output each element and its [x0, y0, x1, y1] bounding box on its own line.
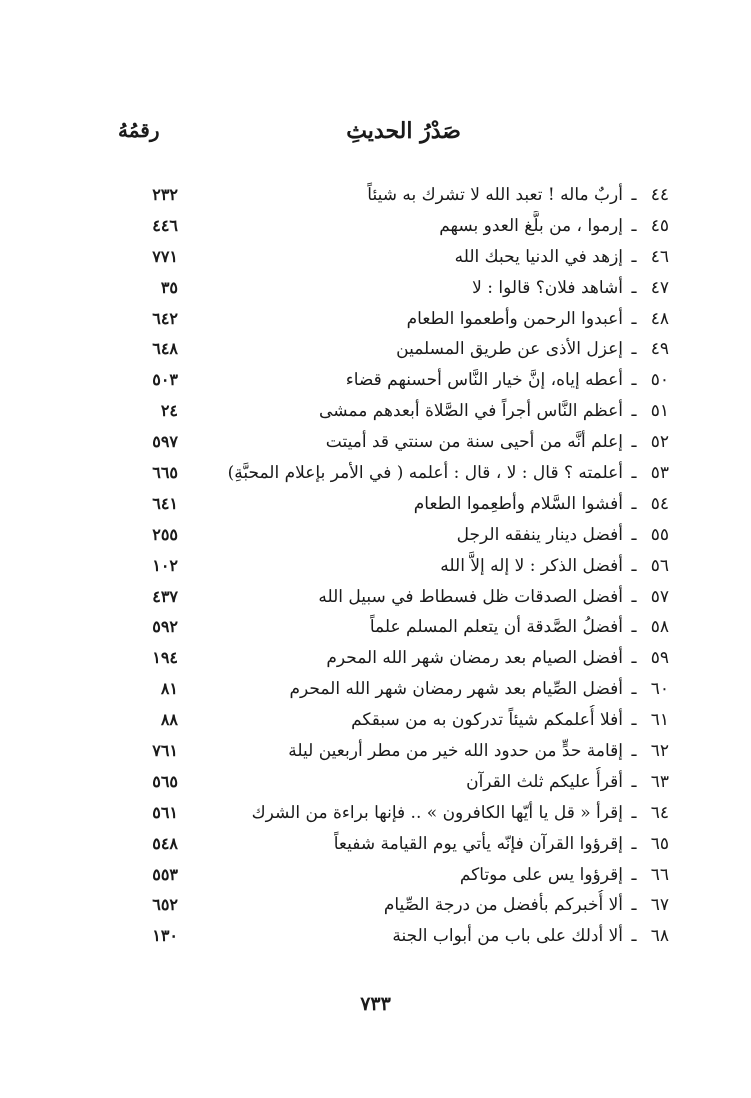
- entry-index: ٦١: [650, 710, 669, 731]
- list-item: [100, 612, 669, 643]
- entry-index: ٦٧: [650, 895, 669, 916]
- entry-index: ٥٩: [650, 648, 669, 669]
- hadith-number: ١٩٤: [152, 648, 178, 668]
- hadith-index-list: [100, 180, 669, 952]
- entry-dash: ـ: [631, 463, 637, 484]
- hadith-opening-text: إقرؤوا القرآن فإنّه يأتي يوم القيامة شفيعاً: [333, 833, 623, 854]
- hadith-opening-text: إقامة حدٍّ من حدود الله خير من مطر أربعين ليلة: [288, 741, 623, 762]
- entry-index: ٦٨: [650, 926, 669, 947]
- list-item: [100, 273, 669, 304]
- hadith-number: ٤٣٧: [152, 586, 178, 606]
- hadith-opening-text: أفلا أُعلمكم شيئاً تدركون به من سبقكم: [351, 710, 623, 731]
- entry-index: ٥٨: [650, 617, 669, 638]
- list-item: [100, 365, 669, 396]
- hadith-number: ٦٦٥: [152, 463, 178, 483]
- entry-index: ٥٥: [650, 524, 669, 545]
- hadith-number: ٥٦٥: [152, 771, 178, 791]
- hadith-opening-text: أفضل الصِّيام بعد شهر رمضان شهر الله المحرم: [289, 679, 623, 700]
- entry-index: ٦٥: [650, 833, 669, 854]
- entry-dash: ـ: [631, 339, 637, 360]
- hadith-number: ٢٤: [160, 401, 178, 421]
- hadith-number: ٥٠٣: [152, 370, 178, 390]
- entry-dash: ـ: [631, 555, 637, 576]
- list-item: [100, 551, 669, 582]
- entry-dash: ـ: [631, 308, 637, 329]
- hadith-number: ٢٣٢: [152, 185, 178, 204]
- list-item: [100, 643, 669, 674]
- hadith-opening-text: إعزل الأذى عن طريق المسلمين: [396, 339, 623, 360]
- entry-dash: ـ: [631, 246, 637, 267]
- entry-dash: ـ: [631, 864, 637, 885]
- hadith-number: ٥٥٣: [152, 864, 178, 884]
- entry-index: ٥٤: [650, 493, 669, 514]
- entry-dash: ـ: [631, 679, 637, 700]
- hadith-number: ٥٩٢: [152, 617, 178, 637]
- entry-index: ٤٦: [650, 246, 669, 267]
- entry-dash: ـ: [631, 741, 637, 762]
- hadith-opening-text: أفضل الصدقات ظل فسطاط في سبيل الله: [318, 586, 623, 607]
- hadith-number: ١٠٢: [152, 555, 178, 575]
- list-item: [100, 304, 669, 335]
- hadith-opening-text: أعبدوا الرحمن وأطعموا الطعام: [406, 308, 623, 329]
- entry-index: ٤٥: [650, 215, 669, 236]
- hadith-number: ٧٦١: [152, 741, 178, 761]
- entry-dash: ـ: [631, 802, 637, 823]
- entry-index: ٦٢: [650, 741, 669, 762]
- hadith-opening-text: إعلم أنَّه من أحيى سنة من سنتي قد أميتت: [325, 432, 623, 453]
- entry-dash: ـ: [631, 493, 637, 514]
- list-item: [100, 582, 669, 613]
- column-title-hadith: صَدْرُ الحديثِ: [346, 118, 461, 144]
- entry-index: ٤٧: [650, 277, 669, 298]
- hadith-opening-text: إرموا ، من بلَّغ العدو بسهم: [439, 215, 623, 236]
- list-item: [100, 458, 669, 489]
- hadith-opening-text: أفشوا السَّلام وأطعِموا الطعام: [413, 493, 623, 514]
- list-item: [100, 520, 669, 551]
- hadith-number: ١٣٠: [152, 926, 178, 946]
- list-item: [100, 705, 669, 736]
- hadith-opening-text: إقرأ « قل يا أيّها الكافرون » .. فإنها براءة من الشرك: [251, 802, 623, 823]
- hadith-opening-text: ألا أدلك على باب من أبواب الجنة: [392, 926, 623, 947]
- list-item: [100, 242, 669, 273]
- hadith-number: ٦٤١: [152, 493, 178, 513]
- entry-dash: ـ: [631, 586, 637, 607]
- list-item: [100, 674, 669, 705]
- hadith-opening-text: أعطه إياه، إنَّ خيار النَّاس أحسنهم قضاء: [345, 370, 623, 391]
- hadith-opening-text: أعظم النَّاس أجراً في الصَّلاة أبعدهم ممشى: [319, 401, 623, 422]
- entry-index: ٥١: [650, 401, 669, 422]
- entry-dash: ـ: [631, 215, 637, 236]
- entry-index: ٥٦: [650, 555, 669, 576]
- hadith-opening-text: أفضلُ الصَّدقة أن يتعلم المسلم علماً: [369, 617, 623, 638]
- entry-index: ٥٧: [650, 586, 669, 607]
- list-item: [100, 798, 669, 829]
- list-item: [100, 427, 669, 458]
- hadith-opening-text: أشاهد فلان؟ قالوا : لا: [472, 277, 623, 298]
- entry-index: ٥٠: [650, 370, 669, 391]
- list-item: [100, 489, 669, 520]
- entry-dash: ـ: [631, 370, 637, 391]
- hadith-opening-text: أفضل دينار ينفقه الرجل: [456, 524, 623, 545]
- entry-index: ٤٨: [650, 308, 669, 329]
- hadith-number: ٦٥٢: [152, 895, 178, 915]
- hadith-number: ٨٨: [160, 710, 178, 730]
- entry-index: ٥٣: [650, 463, 669, 484]
- hadith-number: ٥٤٨: [152, 833, 178, 853]
- list-item: [100, 921, 669, 952]
- entry-dash: ـ: [631, 617, 637, 638]
- hadith-number: ٣٥: [160, 277, 178, 297]
- hadith-number: ٥٦١: [152, 802, 178, 822]
- list-item: [100, 829, 669, 860]
- hadith-opening-text: إقرؤوا يس على موتاكم: [459, 864, 623, 885]
- hadith-opening-text: أفضل الذكر : لا إله إلاَّ الله: [440, 555, 623, 576]
- list-item: [100, 396, 669, 427]
- hadith-number: ٤٤٦: [152, 215, 178, 235]
- entry-dash: ـ: [631, 524, 637, 545]
- entry-dash: ـ: [631, 432, 637, 453]
- entry-index: ٦٦: [650, 864, 669, 885]
- hadith-number: ٦٤٨: [152, 339, 178, 359]
- hadith-opening-text: إزهد في الدنيا يحبك الله: [454, 246, 623, 267]
- entry-dash: ـ: [631, 895, 637, 916]
- list-item: [100, 180, 669, 211]
- table-header: [100, 118, 651, 152]
- list-item: [100, 890, 669, 921]
- list-item: [100, 334, 669, 365]
- hadith-number: ٦٤٢: [152, 308, 178, 328]
- list-item: [100, 767, 669, 798]
- entry-index: ٦٣: [650, 771, 669, 792]
- entry-dash: ـ: [631, 926, 637, 947]
- entry-dash: ـ: [631, 710, 637, 731]
- hadith-opening-text: أفضل الصيام بعد رمضان شهر الله المحرم: [326, 648, 623, 669]
- hadith-opening-text: ألا أُخبركم بأفضل من درجة الصِّيام: [383, 895, 623, 916]
- hadith-number: ٨١: [160, 679, 178, 699]
- list-item: [100, 736, 669, 767]
- entry-index: ٤٤: [650, 185, 669, 205]
- hadith-opening-text: أربٌ ماله ! تعبد الله لا تشرك به شيئاً: [367, 185, 623, 205]
- list-item: [100, 211, 669, 242]
- entry-dash: ـ: [631, 833, 637, 854]
- entry-dash: ـ: [631, 401, 637, 422]
- entry-index: ٥٢: [650, 432, 669, 453]
- list-item: [100, 860, 669, 891]
- hadith-opening-text: أعلمته ؟ قال : لا ، قال : أعلمه ( في الأمر بإعلام المحبَّةِ): [227, 463, 623, 484]
- entry-dash: ـ: [631, 771, 637, 792]
- hadith-number: ٧٧١: [152, 246, 178, 266]
- hadith-opening-text: أقرأُ عليكم ثلث القرآن: [466, 771, 623, 792]
- hadith-number: ٢٥٥: [152, 524, 178, 544]
- entry-index: ٦٤: [650, 802, 669, 823]
- entry-index: ٦٠: [650, 679, 669, 700]
- column-title-number: رقمُهُ: [118, 118, 160, 142]
- entry-dash: ـ: [631, 185, 637, 205]
- entry-dash: ـ: [631, 648, 637, 669]
- entry-index: ٤٩: [650, 339, 669, 360]
- hadith-number: ٥٩٧: [152, 432, 178, 452]
- page-number: ٧٣٣: [360, 993, 391, 1015]
- entry-dash: ـ: [631, 277, 637, 298]
